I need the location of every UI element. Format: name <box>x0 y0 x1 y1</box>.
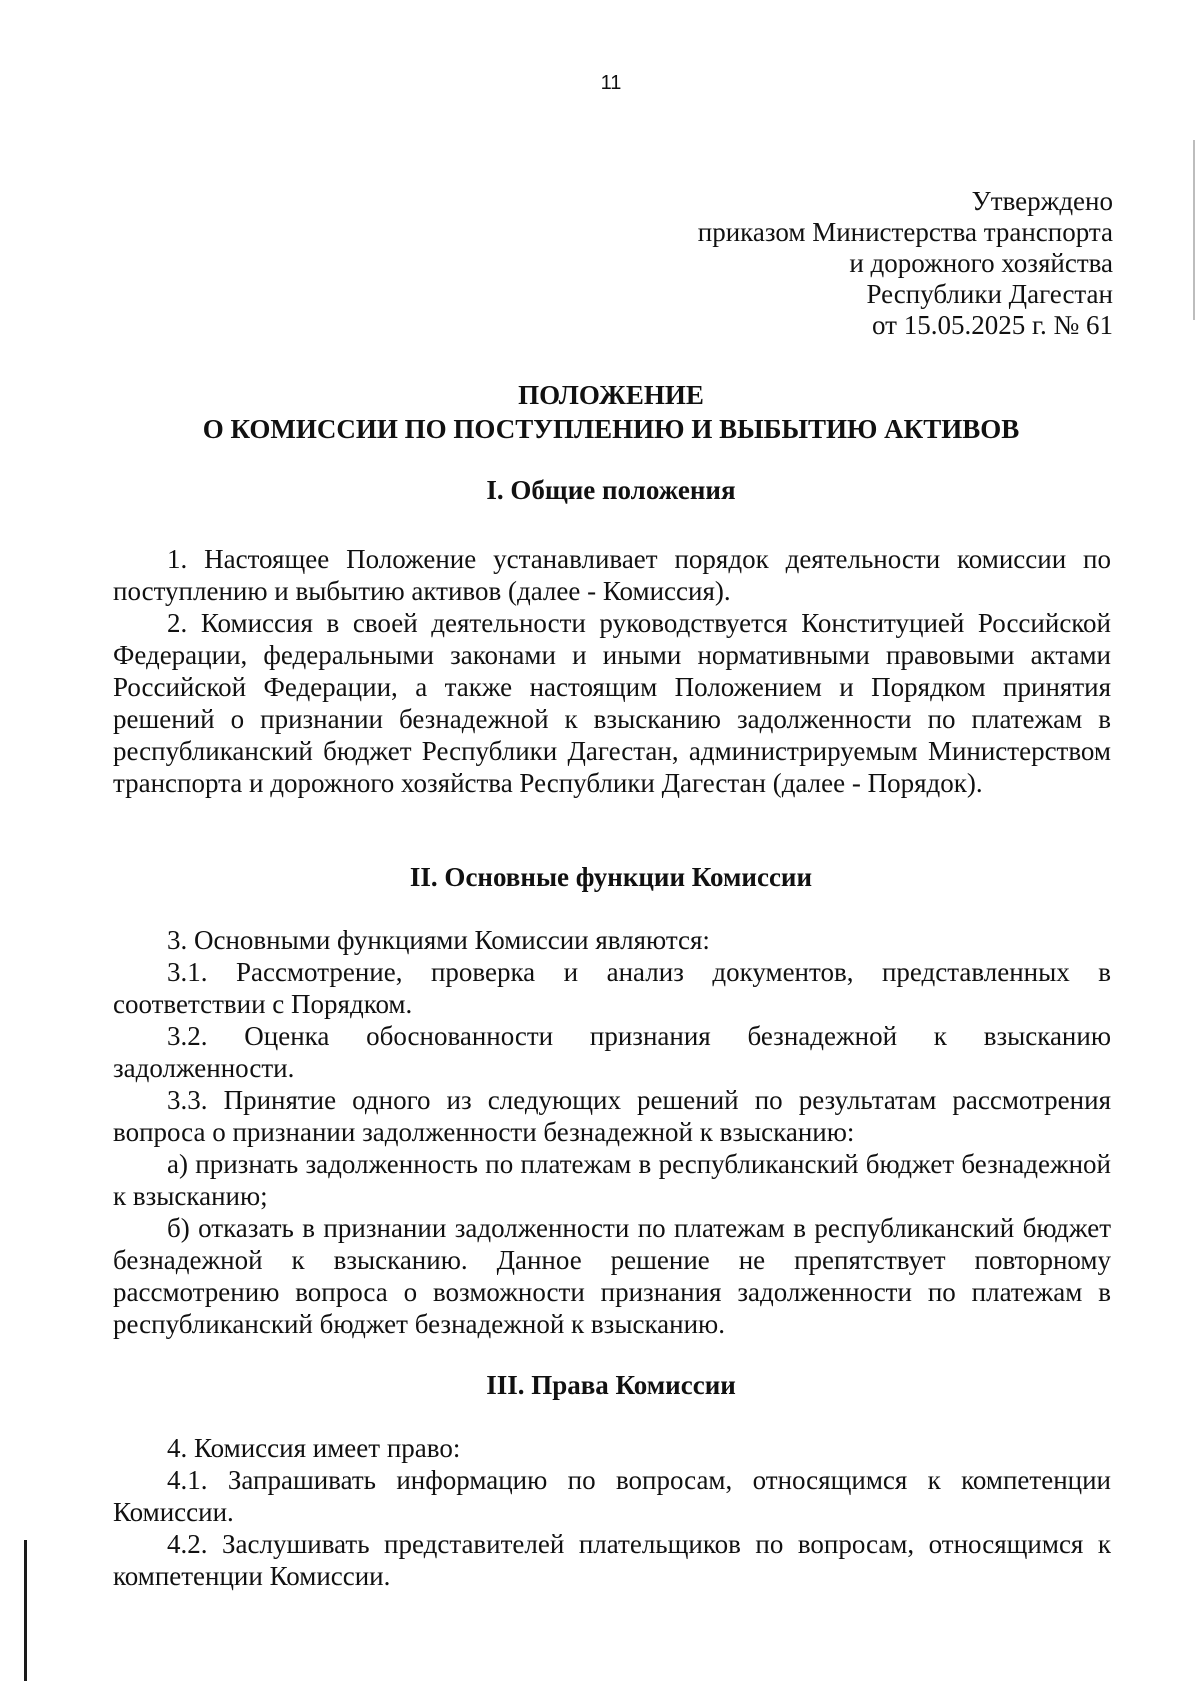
paragraph-3-3: 3.3. Принятие одного из следующих решений по результатам рассмотрения вопроса о признании задолженности безнадежной к взысканию: <box>113 1085 1111 1147</box>
paragraph-1: 1. Настоящее Положение устанавливает порядок деятельности комиссии по поступлению и выбытию активов (далее - Комиссия). <box>113 544 1111 606</box>
document-title-line1: ПОЛОЖЕНИЕ <box>518 380 704 410</box>
approval-stamp <box>698 186 1113 341</box>
approval-line: Утверждено <box>971 186 1113 216</box>
paragraph-2: 2. Комиссия в своей деятельности руководствуется Конституцией Российской Федерации, федеральными законами и иными нормативными правовыми актами Российской Федерации, а также настоящим Положением и Порядком принятия решений о признании безнадежной к взысканию задолженности по платежам в республиканский бюджет Республики Дагестан, администрируемым Министерством транспорта и дорожного хозяйства Республики Дагестан (далее - Порядок). <box>113 608 1111 798</box>
paragraph-3-1: 3.1. Рассмотрение, проверка и анализ документов, представленных в соответствии с Порядком. <box>113 957 1111 1019</box>
document-title <box>0 378 1200 446</box>
approval-line: и дорожного хозяйства <box>849 248 1113 278</box>
paragraph-4: 4. Комиссия имеет право: <box>167 1433 461 1463</box>
scan-edge-right <box>1193 140 1195 320</box>
section-heading-rights: III. Права Комиссии <box>486 1370 736 1400</box>
approval-line: Республики Дагестан <box>866 279 1113 309</box>
paragraph-3: 3. Основными функциями Комиссии являются: <box>167 925 710 955</box>
section-heading-functions: II. Основные функции Комиссии <box>409 862 813 892</box>
paragraph-4-2: 4.2. Заслушивать представителей плательщиков по вопросам, относящимся к компетенции Комиссии. <box>113 1529 1111 1591</box>
paragraph-3-2: 3.2. Оценка обоснованности признания безнадежной к взысканию задолженности. <box>113 1021 1111 1083</box>
paragraph-4-1: 4.1. Запрашивать информацию по вопросам, относящимся к компетенции Комиссии. <box>113 1465 1111 1527</box>
approval-line: приказом Министерства транспорта <box>697 217 1113 247</box>
paragraph-option-b: б) отказать в признании задолженности по платежам в республиканский бюджет безнадежной к взысканию. Данное решение не препятствует повторному рассмотрению вопроса о возможности признания задолженности по платежам в республиканский бюджет безнадежной к взысканию. <box>113 1213 1111 1339</box>
approval-date-line: от 15.05.2025 г. № 61 <box>872 310 1113 340</box>
page-number: 11 <box>600 72 622 94</box>
scan-edge-left <box>24 1540 27 1681</box>
paragraph-option-a: а) признать задолженность по платежам в республиканский бюджет безнадежной к взысканию; <box>113 1149 1111 1211</box>
section-heading-general: I. Общие положения <box>486 475 736 505</box>
document-title-line2: О КОМИССИИ ПО ПОСТУПЛЕНИЮ И ВЫБЫТИЮ АКТИВОВ <box>202 414 1020 444</box>
